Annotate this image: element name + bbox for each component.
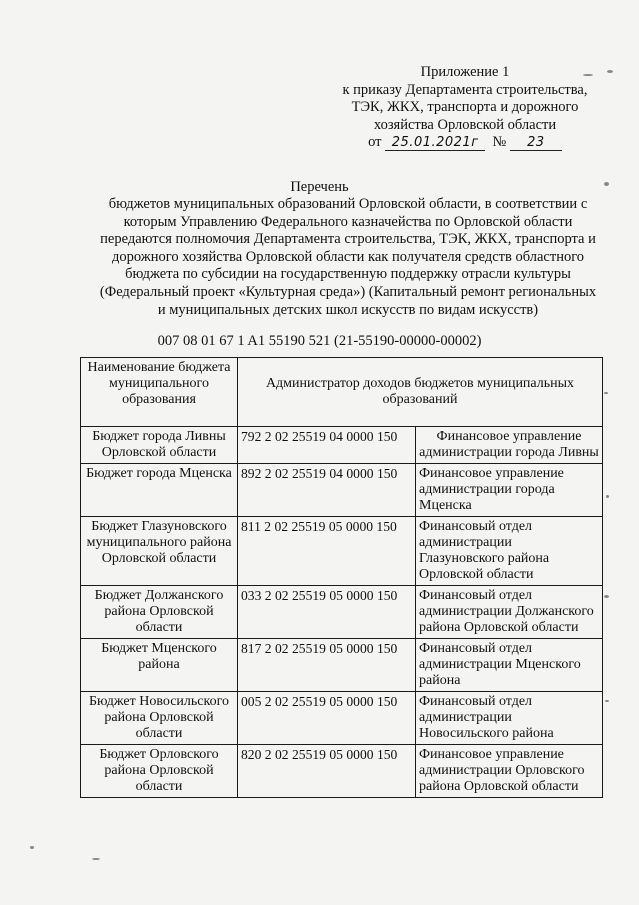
revenue-code: 820 2 02 25519 05 0000 150 xyxy=(238,745,416,798)
admin-org: Финансовое управление администрации города Мценска xyxy=(416,464,603,517)
revenue-code: 817 2 02 25519 05 0000 150 xyxy=(238,639,416,692)
scan-speck xyxy=(604,595,609,598)
revenue-code: 005 2 02 25519 05 0000 150 xyxy=(238,692,416,745)
table-row xyxy=(81,427,603,464)
scan-speck xyxy=(583,74,593,76)
scan-speck xyxy=(605,700,609,702)
table-row xyxy=(81,586,603,639)
budget-name: Бюджет Должанского района Орловской области xyxy=(81,586,238,639)
scan-speck xyxy=(92,858,100,860)
revenue-code: 792 2 02 25519 04 0000 150 xyxy=(238,427,416,464)
header-revenue-admin: Администратор доходов бюджетов муниципальных образований xyxy=(238,358,603,427)
revenue-code: 892 2 02 25519 04 0000 150 xyxy=(238,464,416,517)
revenue-code: 033 2 02 25519 05 0000 150 xyxy=(238,586,416,639)
revenue-code: 811 2 02 25519 05 0000 150 xyxy=(238,517,416,586)
budget-name: Бюджет Глазуновского муниципального района Орловской области xyxy=(81,517,238,586)
document-description: бюджетов муниципальных образований Орловской области, в соответствии с которым Управлению Федерального казначейства по Орловской области передаются полномочия Департамента строительства, ТЭК, ЖКХ, транспорта и дорожного хозяйства Орловской области как получателя средств областного бюджета по субсидии на государственную поддержку отрасли культуры (Федеральный проект «Культурная среда») (Капитальный ремонт региональных и муниципальных детских школ искусств по видам искусств) xyxy=(99,196,597,318)
budget-table xyxy=(80,357,603,798)
admin-org: Финансовый отдел администрации Новосильского района xyxy=(416,692,603,745)
header-budget-name: Наименование бюджета муниципального образования xyxy=(81,358,238,427)
budget-name: Бюджет Новосильского района Орловской области xyxy=(81,692,238,745)
handwritten-date: 25.01.2021г xyxy=(385,135,485,151)
table-header-row xyxy=(81,358,603,427)
budget-classification-code: 007 08 01 67 1 A1 55190 521 (21-55190-00000-00002) xyxy=(157,333,482,349)
admin-org: Финансовый отдел администрации Глазуновского района Орловской области xyxy=(416,517,603,586)
budget-name: Бюджет Орловского района Орловской области xyxy=(81,745,238,798)
from-label: от xyxy=(368,134,382,150)
table-row xyxy=(81,639,603,692)
scan-speck xyxy=(606,495,609,498)
admin-org: Финансовый отдел администрации Мценского района xyxy=(416,639,603,692)
budget-name: Бюджет Мценского района xyxy=(81,639,238,692)
table-row xyxy=(81,517,603,586)
scan-speck xyxy=(604,392,608,394)
table-row xyxy=(81,464,603,517)
appendix-block xyxy=(330,64,600,152)
appendix-line-region: хозяйства Орловской области xyxy=(373,116,557,133)
appendix-title: Приложение 1 xyxy=(420,64,510,80)
scan-speck xyxy=(604,182,609,186)
admin-org: Финансовое управление администрации Орловского района Орловской области xyxy=(416,745,603,798)
date-number-row xyxy=(330,134,600,152)
budget-name: Бюджет города Мценска xyxy=(81,464,238,517)
admin-org: Финансовый отдел администрации Должанского района Орловской области xyxy=(416,586,603,639)
number-label: № xyxy=(492,134,507,150)
handwritten-number: 23 xyxy=(510,135,562,151)
document-heading: Перечень xyxy=(290,179,349,195)
table-row xyxy=(81,692,603,745)
scan-speck xyxy=(30,846,34,849)
admin-org: Финансовое управление администрации города Ливны xyxy=(416,427,603,464)
scan-speck xyxy=(607,70,613,73)
budget-name: Бюджет города Ливны Орловской области xyxy=(81,427,238,464)
appendix-line-dept: ТЭК, ЖКХ, транспорта и дорожного xyxy=(351,99,579,115)
table-row xyxy=(81,745,603,798)
appendix-line-order: к приказу Департамента строительства, xyxy=(342,81,588,98)
